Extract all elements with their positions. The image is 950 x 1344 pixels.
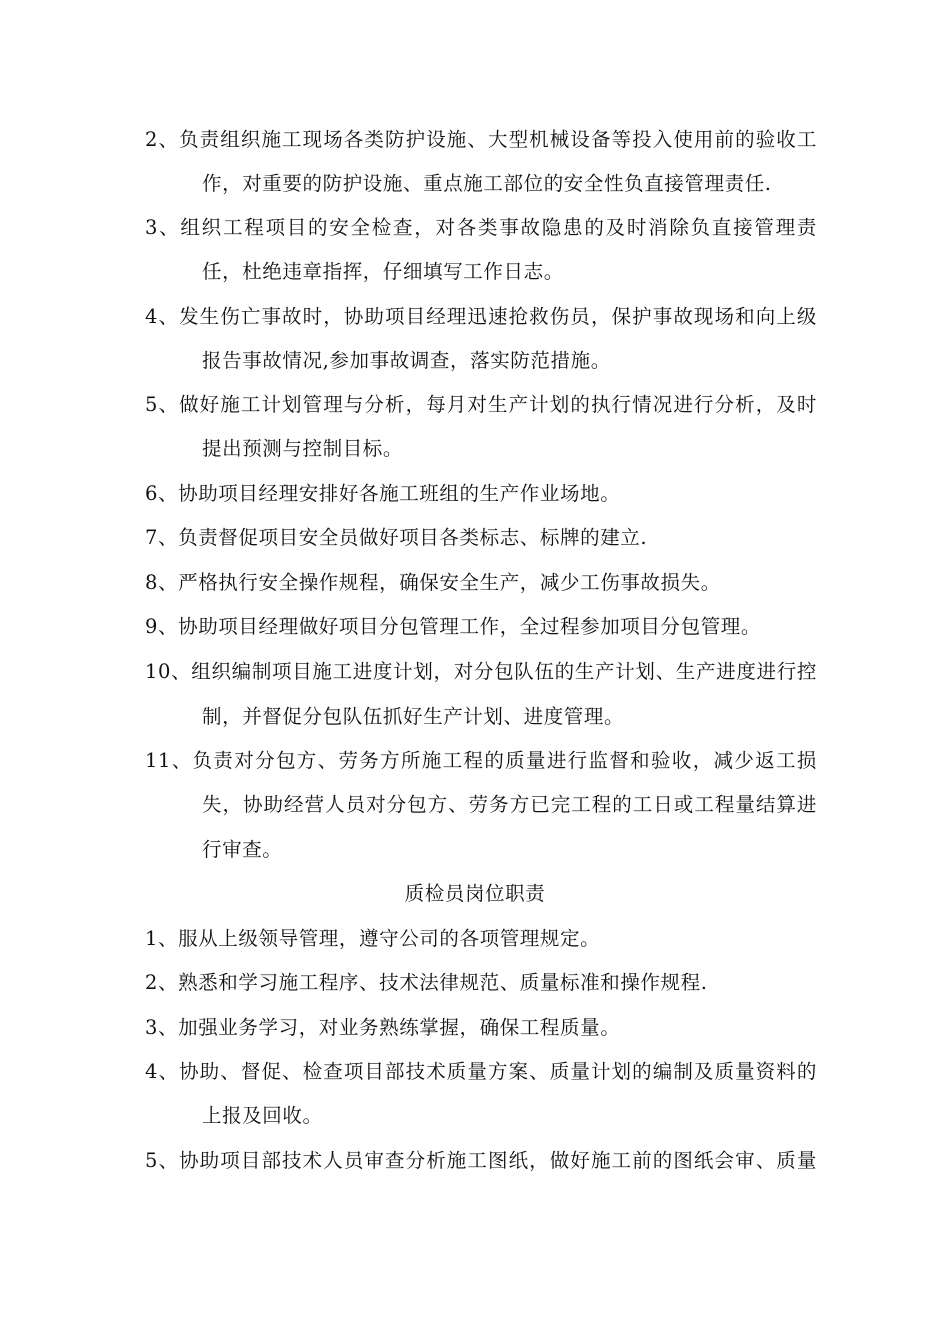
list-item-line: 3、组织工程项目的安全检查，对各类事故隐患的及时消除负直接管理责 <box>145 216 817 239</box>
list-item-line: 9、协助项目经理做好项目分包管理工作，全过程参加项目分包管理。 <box>145 615 762 638</box>
list-item-line: 2、熟悉和学习施工程序、技术法律规范、质量标准和操作规程. <box>145 971 708 994</box>
list-item-line: 1、服从上级领导管理，遵守公司的各项管理规定。 <box>145 927 601 950</box>
list-item-line: 作，对重要的防护设施、重点施工部位的安全性负直接管理责任. <box>202 172 772 195</box>
list-item-line: 失，协助经营人员对分包方、劳务方已完工程的工日或工程量结算进 <box>202 793 817 816</box>
list-item-line: 4、发生伤亡事故时，协助项目经理迅速抢救伤员，保护事故现场和向上级 <box>145 305 817 328</box>
list-item-line: 7、负责督促项目安全员做好项目各类标志、标牌的建立. <box>145 526 648 549</box>
list-item-line: 提出预测与控制目标。 <box>202 437 404 460</box>
list-item-line: 报告事故情况,参加事故调查，落实防范措施。 <box>202 349 611 372</box>
list-item-line: 11、负责对分包方、劳务方所施工程的质量进行监督和验收，减少返工损 <box>145 749 817 772</box>
list-item-line: 制，并督促分包队伍抓好生产计划、进度管理。 <box>202 705 625 728</box>
list-item-line: 6、协助项目经理安排好各施工班组的生产作业场地。 <box>145 482 621 505</box>
list-item-line: 5、做好施工计划管理与分析，每月对生产计划的执行情况进行分析，及时 <box>145 393 817 416</box>
list-item-line: 任，杜绝违章指挥，仔细填写工作日志。 <box>202 260 564 283</box>
list-item-line: 10、组织编制项目施工进度计划，对分包队伍的生产计划、生产进度进行控 <box>145 660 817 683</box>
list-item-line: 5、协助项目部技术人员审查分析施工图纸，做好施工前的图纸会审、质量 <box>145 1149 817 1172</box>
list-item-line: 上报及回收。 <box>202 1104 323 1127</box>
list-item-line: 行审查。 <box>202 838 283 861</box>
list-item-line: 8、严格执行安全操作规程，确保安全生产，减少工伤事故损失。 <box>145 571 721 594</box>
list-item-line: 4、协助、督促、检查项目部技术质量方案、质量计划的编制及质量资料的 <box>145 1060 817 1083</box>
section-heading: 质检员岗位职责 <box>404 882 546 905</box>
list-item-line: 3、加强业务学习，对业务熟练掌握，确保工程质量。 <box>145 1016 621 1039</box>
list-item-line: 2、负责组织施工现场各类防护设施、大型机械设备等投入使用前的验收工 <box>145 128 817 151</box>
